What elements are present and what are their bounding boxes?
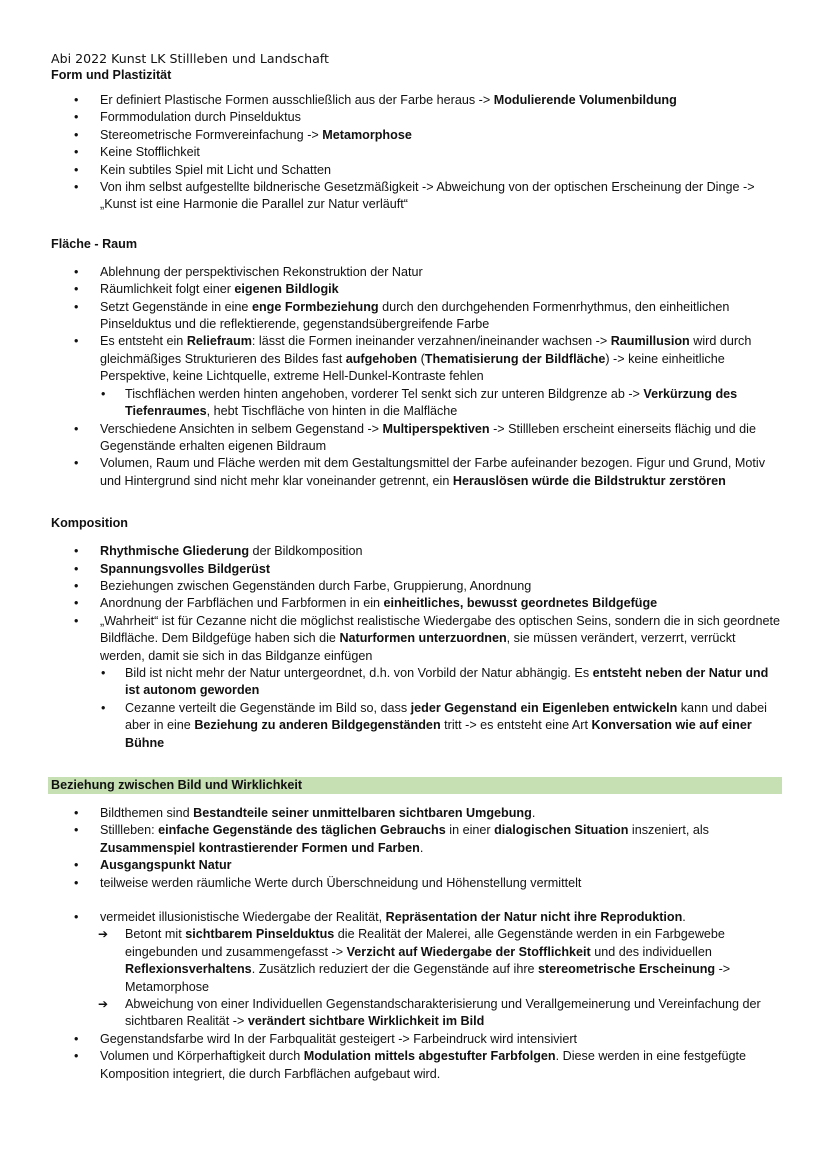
bullet-icon: • xyxy=(74,1049,79,1064)
bullet-icon: • xyxy=(74,110,79,125)
bullet-icon: • xyxy=(74,823,79,838)
list-item xyxy=(51,264,783,281)
bold-text: dialogischen Situation xyxy=(494,823,629,838)
bullet-icon: • xyxy=(74,806,79,820)
list-item xyxy=(51,144,783,161)
text: Bildthemen sind xyxy=(100,806,194,820)
list-item xyxy=(51,179,783,214)
list-item xyxy=(51,875,783,892)
section-heading: Form und Plastizität xyxy=(51,68,172,82)
bullet-icon: • xyxy=(74,93,79,107)
bold-text: Verkürzung des Tiefenraumes xyxy=(125,386,738,419)
bold-text: Rhythmische Gliederung xyxy=(100,544,250,559)
text: , sie müssen verändert, verzerrt, verrückt werden, damit sie sich in das Bildganze einfügen xyxy=(100,631,736,663)
text: und des individuellen xyxy=(590,944,712,959)
text: der Bildkomposition xyxy=(249,544,363,559)
text: -> Stillleben erscheint einerseits flächig und die Gegenstände erhalten eigenen Bildraum xyxy=(100,421,756,453)
bullet-list xyxy=(51,543,783,752)
bold-text: Metamorphose xyxy=(322,127,412,142)
list-item xyxy=(51,909,783,926)
text: -> Metamorphose xyxy=(125,962,731,994)
list-item xyxy=(51,109,783,126)
section-heading: Fläche - Raum xyxy=(51,236,138,251)
text: Tischflächen werden hinten angehoben, vorderer Tel senkt sich zur unteren Bildgrenze ab -> xyxy=(125,386,644,401)
list-item xyxy=(51,595,783,612)
text: „Wahrheit“ ist für Cezanne nicht die möglichst realistische Wiedergabe des optischen Seins, sondern die in sich geordnete Bildfläche. Dem Bildgefüge haben sich die xyxy=(100,613,780,646)
bold-text: Raumillusion xyxy=(610,334,690,349)
text: teilweise werden räumliche Werte durch Überschneidung und Höhenstellung vermittelt xyxy=(100,875,582,890)
list-item xyxy=(51,333,783,385)
text: kann und dabei aber in eine xyxy=(125,700,767,733)
list-item xyxy=(51,299,783,334)
sub-list-item xyxy=(51,700,783,752)
text: Es entsteht ein xyxy=(100,334,187,349)
bullet-icon: • xyxy=(74,264,79,279)
text: Verschiedene Ansichten in selbem Gegenstand -> xyxy=(100,421,383,436)
bold-text: eigenen Bildlogik xyxy=(234,282,339,297)
bullet-icon: • xyxy=(74,162,79,177)
text: Kein subtiles Spiel mit Licht und Schatten xyxy=(100,162,332,177)
bold-text: Konversation wie auf einer Bühne xyxy=(125,718,752,750)
section-heading: Beziehung zwischen Bild und Wirklichkeit xyxy=(48,777,782,794)
bold-text: Bestandteile seiner unmittelbaren sichtbaren Umgebung xyxy=(193,806,532,820)
bold-text: Herauslösen würde die Bildstruktur zerstören xyxy=(452,473,726,488)
bullet-icon: • xyxy=(74,299,79,314)
text: Betont mit xyxy=(125,927,186,942)
bold-text: einfache Gegenstände des täglichen Gebrauchs xyxy=(158,823,446,838)
bold-text: Ausgangspunkt Natur xyxy=(100,858,232,873)
bold-text: Reflexionsverhaltens xyxy=(125,962,252,977)
bullet-icon: • xyxy=(74,1031,79,1046)
list-item xyxy=(51,455,783,490)
sub-list-item xyxy=(51,996,783,1031)
list-item xyxy=(51,613,783,665)
bold-text: entsteht neben der Natur und ist autonom geworden xyxy=(125,665,769,698)
text: tritt -> es entsteht eine Art xyxy=(440,718,592,733)
bold-text: jeder Gegenstand ein Eigenleben entwickeln xyxy=(410,700,678,715)
bold-text: stereometrische Erscheinung xyxy=(538,962,716,977)
bold-text: Repräsentation der Natur nicht ihre Reproduktion xyxy=(385,910,683,925)
bold-text: Spannungsvolles Bildgerüst xyxy=(100,561,271,576)
list-item xyxy=(51,1031,783,1048)
text: Von ihm selbst aufgestellte bildnerische Gesetzmäßigkeit -> Abweichung von der optischen Erscheinung der Dinge -> „Kunst ist eine Harmonie die Parallel zur Natur verläuft“ xyxy=(100,180,755,212)
bold-text: verändert sichtbare Wirklichkeit im Bild xyxy=(247,1014,485,1029)
bold-text: Thematisierung der Bildfläche xyxy=(424,351,606,366)
list-item xyxy=(51,543,783,560)
list-item xyxy=(51,1048,783,1083)
text: . xyxy=(531,806,536,820)
bullet-icon: • xyxy=(74,561,79,576)
bullet-icon: • xyxy=(74,596,79,611)
bullet-icon: • xyxy=(74,875,79,890)
list-item xyxy=(51,92,783,109)
text: Setzt Gegenstände in eine xyxy=(100,299,252,314)
bullet-icon: • xyxy=(74,421,79,436)
bullet-icon: • xyxy=(74,858,79,873)
sub-list-item xyxy=(51,926,783,996)
bullet-icon: • xyxy=(74,544,79,559)
bullet-icon: • xyxy=(101,700,106,715)
sub-list-item xyxy=(51,665,783,700)
text: Abweichung von einer Individuellen Gegenstandscharakterisierung und Verallgemeinerung und Vereinfachung der sichtbaren Realität -> xyxy=(125,997,761,1029)
bullet-icon: • xyxy=(101,665,106,680)
bullet-icon: • xyxy=(74,334,79,349)
list-item xyxy=(51,421,783,456)
bold-text: Verzicht auf Wiedergabe der Stofflichkeit xyxy=(346,944,591,959)
bullet-icon: • xyxy=(74,282,79,297)
bullet-list xyxy=(51,264,783,490)
bullet-icon: • xyxy=(74,127,79,142)
bullet-icon: • xyxy=(74,578,79,593)
bold-text: sichtbarem Pinselduktus xyxy=(185,927,335,942)
bullet-list xyxy=(51,805,783,1083)
text: ( xyxy=(417,351,425,366)
text: Er definiert Plastische Formen ausschließlich aus der Farbe heraus -> xyxy=(100,93,494,107)
list-item xyxy=(51,281,783,298)
bold-text: Modulation mittels abgestufter Farbfolgen xyxy=(303,1049,556,1064)
bold-text: Naturformen unterzuordnen xyxy=(339,631,507,646)
bullet-icon: • xyxy=(74,180,79,195)
bold-text: Modulierende Volumenbildung xyxy=(493,93,677,107)
list-item xyxy=(51,162,783,179)
text: . Diese werden in eine festgefügte Komposition integriert, die durch Farbflächen aufgebaut wird. xyxy=(100,1049,747,1081)
text: durch den durchgehenden Formenrhythmus, den einheitlichen Pinselduktus und die reflektierende, gegenstandsübergreifende Farbe xyxy=(100,299,730,332)
bold-text: Multiperspektiven xyxy=(382,421,490,436)
list-spacer xyxy=(51,892,783,909)
bold-text: Beziehung zu anderen Bildgegenständen xyxy=(194,718,441,733)
text: wird durch gleichmäßiges Strukturieren des Bildes fast xyxy=(100,334,752,366)
text: Beziehungen zwischen Gegenständen durch Farbe, Gruppierung, Anordnung xyxy=(100,578,532,593)
list-item xyxy=(51,822,783,857)
bold-text: Reliefraum xyxy=(186,334,252,349)
list-item xyxy=(51,578,783,595)
text: die Realität der Malerei, alle Gegenstände werden in ein Farbgewebe eingebunden und zusammengefasst -> xyxy=(125,927,725,959)
text: Volumen und Körperhaftigkeit durch xyxy=(100,1049,304,1064)
text: vermeidet illusionistische Wiedergabe der Realität, xyxy=(100,910,386,925)
text: Formmodulation durch Pinselduktus xyxy=(100,110,301,125)
section-heading: Komposition xyxy=(51,516,128,531)
bold-text: Zusammenspiel kontrastierender Formen und Farben xyxy=(100,840,420,855)
text: inszeniert, als xyxy=(628,823,709,838)
text: . xyxy=(419,840,424,855)
list-item xyxy=(51,561,783,578)
arrow-bullet-icon: ➔ xyxy=(98,927,109,942)
text: , hebt Tischfläche von hinten in die Malfläche xyxy=(206,404,458,419)
text: in einer xyxy=(445,823,495,838)
list-item xyxy=(51,805,783,822)
text: : lässt die Formen ineinander verzahnen/ineinander wachsen -> xyxy=(251,334,611,349)
text: Anordnung der Farbflächen und Farbformen in ein xyxy=(100,596,384,611)
text: Bild ist nicht mehr der Natur untergeordnet, d.h. von Vorbild der Natur abhängig. Es xyxy=(125,665,593,680)
bold-text: enge Formbeziehung xyxy=(251,299,379,314)
bullet-list xyxy=(51,92,783,214)
list-item xyxy=(51,127,783,144)
bullet-icon: • xyxy=(74,145,79,160)
bold-text: aufgehoben xyxy=(345,351,418,366)
bullet-icon: • xyxy=(101,386,106,401)
document-title: Abi 2022 Kunst LK Stillleben und Landschaft xyxy=(51,51,329,66)
text: Ablehnung der perspektivischen Rekonstruktion der Natur xyxy=(100,264,423,279)
text: ) -> keine einheitliche Perspektive, keine Lichtquelle, extreme Hell-Dunkel-Kontraste fehlen xyxy=(100,351,725,384)
text: Räumlichkeit folgt einer xyxy=(100,282,235,297)
arrow-bullet-icon: ➔ xyxy=(98,997,109,1012)
text: Volumen, Raum und Fläche werden mit dem Gestaltungsmittel der Farbe aufeinander bezogen. Figur und Grund, Motiv und Hintergrund sind nicht mehr klar voneinander getrennt, ein xyxy=(100,456,766,488)
text: Stereometrische Formvereinfachung -> xyxy=(100,127,323,142)
text: Stillleben: xyxy=(100,823,159,838)
document-page xyxy=(51,50,783,1083)
text: . Zusätzlich reduziert der die Gegenstände auf ihre xyxy=(251,962,539,977)
text: Gegenstandsfarbe wird In der Farbqualität gesteigert -> Farbeindruck wird intensiviert xyxy=(100,1031,578,1046)
text: Keine Stofflichkeit xyxy=(100,145,200,160)
bold-text: einheitliches, bewusst geordnetes Bildgefüge xyxy=(383,596,658,611)
bullet-icon: • xyxy=(74,613,79,628)
bullet-icon: • xyxy=(74,456,79,471)
bullet-icon: • xyxy=(74,910,79,925)
document-body xyxy=(51,67,783,1083)
sub-list-item xyxy=(51,386,783,421)
text: Cezanne verteilt die Gegenstände im Bild so, dass xyxy=(125,700,411,715)
text: . xyxy=(682,910,686,925)
list-item xyxy=(51,857,783,874)
